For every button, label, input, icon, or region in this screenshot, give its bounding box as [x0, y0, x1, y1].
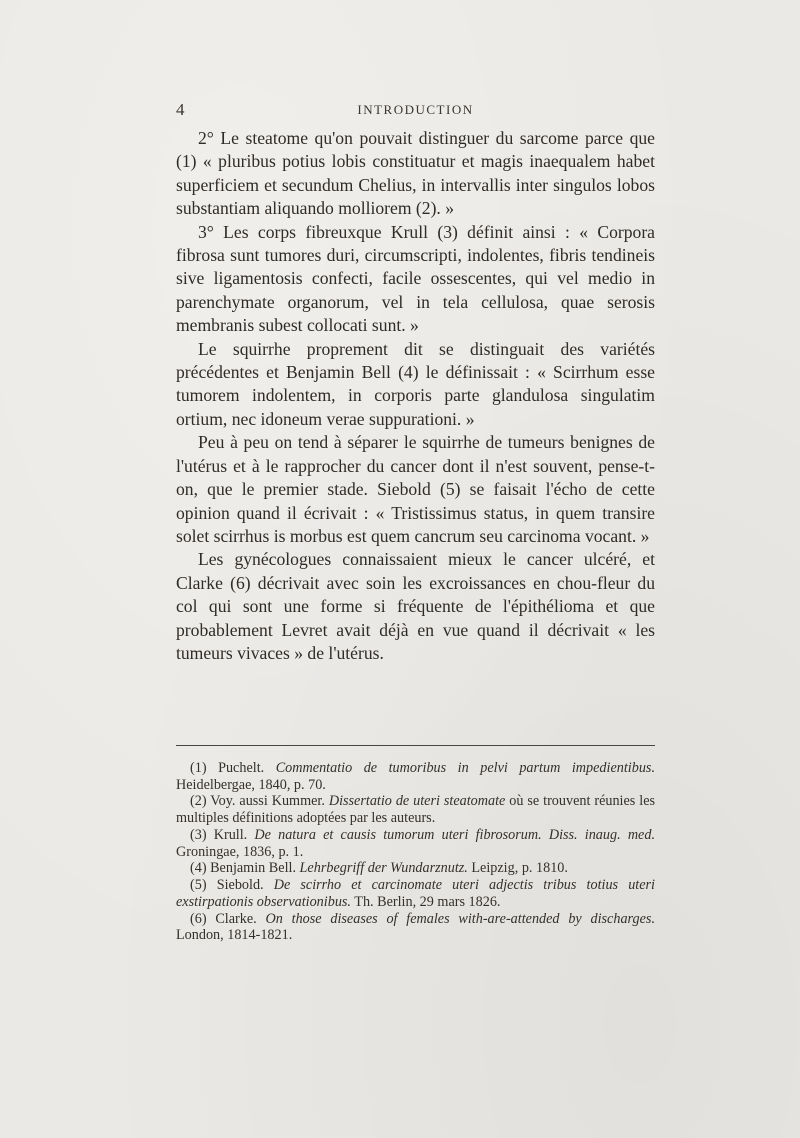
footnote-mark: (6): [190, 910, 207, 927]
footnote-divider: [176, 745, 655, 746]
running-title: INTRODUCTION: [357, 102, 474, 117]
paragraph-corps-fibreux: 3° Les corps fibreuxque Krull (3) définit ainsi : « Corpora fibrosa sunt tumores duri, circumscripti, indolentes, fibris tendineis sive ligamentosis confecti, facile ossescentes, qui vel medio in parenchymate organorum, vel in tela cellulosa, quae serosis membranis subest collocati sunt. »: [176, 221, 655, 336]
footnote-mark: (4): [190, 860, 207, 877]
footnote-reference: Heidelbergae, 1840, p. 70.: [176, 776, 326, 793]
footnote-reference: London, 1814-1821.: [176, 927, 293, 944]
footnote-author: Benjamin Bell.: [210, 860, 300, 877]
footnote-author: Puchelt.: [218, 760, 276, 776]
footnote-title: Commentatio de tumoribus in pelvi partum impedientibus.: [275, 760, 656, 776]
footnote-title: De scirrho et carcinomate uteri adjectis tribus totius uteri exstirpationis observationibus.: [176, 877, 656, 910]
main-text: [176, 127, 655, 665]
footnote-author: Siebold.: [216, 877, 274, 894]
footnote-author: Voy. aussi Kummer.: [210, 793, 329, 810]
footnote-reference: où se trouvent réunies les multiples définitions adoptées par les auteurs.: [176, 793, 656, 827]
paragraph-steatome: 2° Le steatome qu'on pouvait distinguer du sarcome parce que (1) « pluribus potius lobis constituatur et magis inaequalem habet superficiem et secundum Chelius, in intervallis inter singulos lobos substantiam aliquando molliorem (2). »: [176, 128, 655, 219]
footnote: [176, 760, 655, 793]
footnote-title: Dissertatio de uteri steatomate: [328, 793, 506, 810]
footnote-reference: Groningae, 1836, p. 1.: [176, 843, 304, 860]
footnote-mark: (3): [190, 826, 207, 843]
footnote: [176, 911, 655, 944]
paragraph-squirrhe: Le squirrhe proprement dit se distinguait des variétés précédentes et Benjamin Bell (4) le définissait : « Scirrhum esse tumorem indolentem, in corporis parte glandulosa singulatim ortium, nec idoneum verae suppurationi. »: [176, 338, 655, 429]
footnote-title: On those diseases of females with-are-attended by discharges.: [265, 910, 655, 927]
footnote-title: Lehrbegriff der Wundarznutz.: [299, 860, 468, 877]
footnote-mark: (2): [190, 793, 207, 810]
footnote: [176, 793, 655, 826]
footnote-author: Krull.: [213, 826, 255, 843]
paragraph-siebold: Peu à peu on tend à séparer le squirrhe de tumeurs benignes de l'utérus et à le rapprocher du cancer dont il n'est souvent, pense-t-on, que le premier stade. Siebold (5) se faisait l'écho de cette opinion quand il écrivait : « Tristissimus status, in quem transire solet scirrhus is morbus est quem cancrum seu carcinoma vocant. »: [176, 432, 655, 546]
page-number: 4: [176, 100, 185, 119]
running-header: [176, 100, 655, 124]
footnotes: [176, 760, 655, 944]
footnote-mark: (1): [190, 760, 207, 776]
footnote-reference: Leipzig, p. 1810.: [467, 860, 568, 877]
paragraph-gynecologues: Les gynécologues connaissaient mieux le cancer ulcéré, et Clarke (6) décrivait avec soin les excroissances en chou-fleur du col qui sont une forme si fréquente de l'épithélioma et que probablement Levret avait déjà en vue quand il décrivait « les tumeurs vivaces » de l'utérus.: [176, 549, 655, 663]
footnote: [176, 827, 655, 860]
footnote-author: Clarke.: [215, 910, 266, 927]
footnote: [176, 877, 655, 910]
footnote-mark: (5): [190, 877, 207, 894]
footnote-title: De natura et causis tumorum uteri fibrosorum. Diss. inaug. med.: [254, 826, 655, 843]
footnote-reference: Th. Berlin, 29 mars 1826.: [350, 893, 501, 910]
footnote: [176, 860, 655, 877]
